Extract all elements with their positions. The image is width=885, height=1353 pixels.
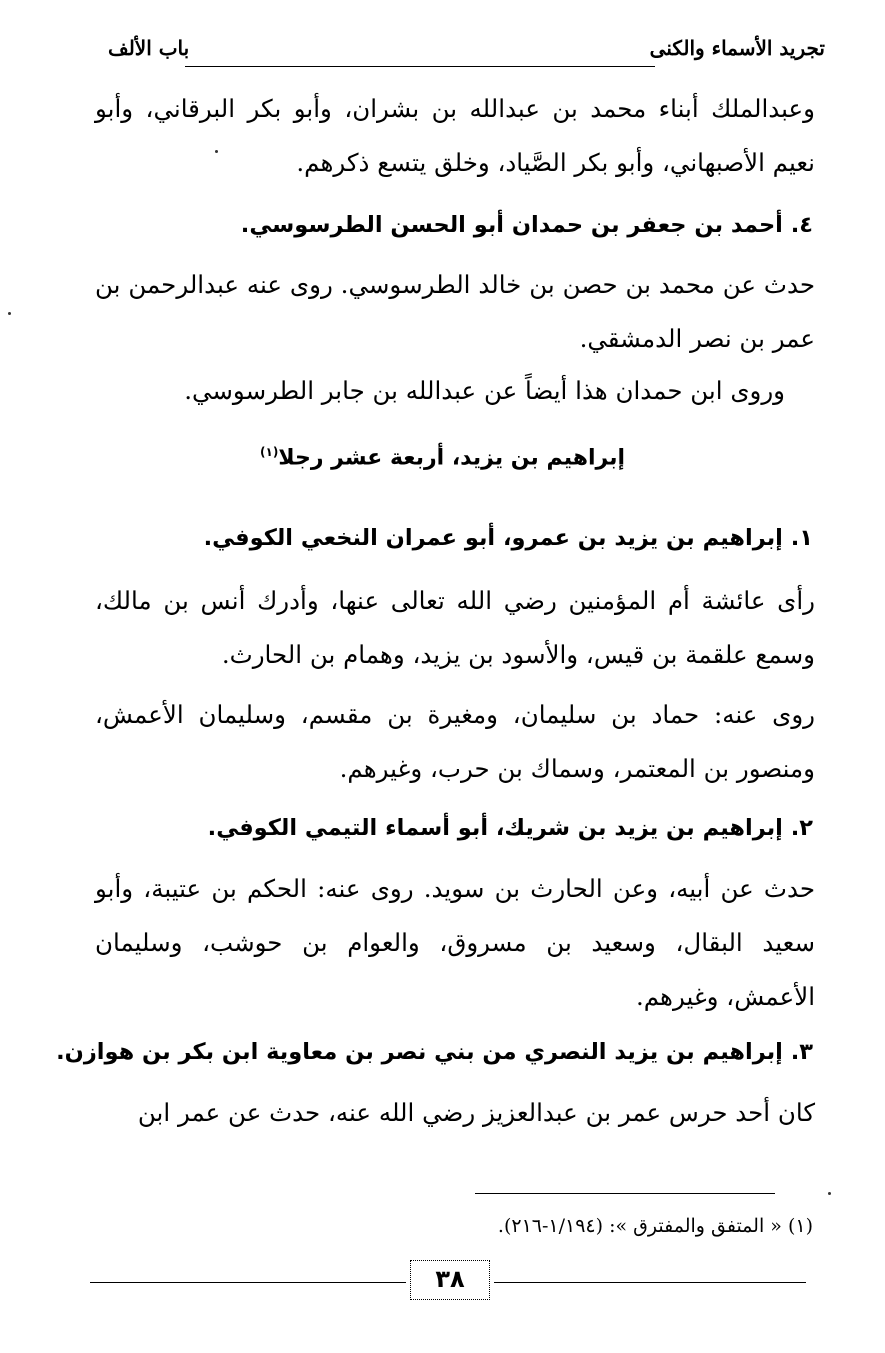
entry-paragraph: روى عنه: حماد بن سليمان، ومغيرة بن مقسم، وسليمان الأعمش، ومنصور بن المعتمر، وسماك بن حرب، وغيرهم.: [95, 700, 815, 783]
entry-paragraph: رأى عائشة أم المؤمنين رضي الله تعالى عنها، وأدرك أنس بن مالك، وسمع علقمة بن قيس، والأسود بن يزيد، وهمام بن الحارث.: [95, 586, 815, 669]
footnote: (١) « المتفق والمفترق »: (١/١٩٤-٢١٦).: [497, 1215, 813, 1237]
header-rule: [185, 66, 655, 67]
intro-paragraph: وعبدالملك أبناء محمد بن عبدالله بن بشران، وأبو بكر البرقاني، وأبو نعيم الأصبهاني، وأبو بكر الصَّياد، وخلق يتسع ذكرهم.: [95, 94, 815, 177]
footnote-marker: (١): [260, 445, 279, 459]
running-header-title: تجريد الأسماء والكنى: [649, 36, 825, 60]
page-number: ٣٨: [410, 1260, 490, 1300]
entry-paragraph: وروى ابن حمدان هذا أيضاً عن عبدالله بن جابر الطرسوسي.: [184, 376, 785, 405]
entry-paragraph: كان أحد حرس عمر بن عبدالعزيز رضي الله عنه، حدث عن عمر ابن: [137, 1098, 815, 1127]
entry-heading: ٣. إبراهيم بن يزيد النصري من بني نصر بن معاوية ابن بكر بن هوازن.: [56, 1039, 813, 1065]
section-title-text: إبراهيم بن يزيد، أربعة عشر رجلا: [278, 445, 625, 471]
footer-rule-left: [90, 1282, 406, 1283]
scan-speck: [8, 312, 11, 315]
footer-rule-right: [494, 1282, 806, 1283]
scan-speck: [828, 1192, 831, 1195]
footnote-rule: [475, 1193, 775, 1194]
entry-heading: ٤. أحمد بن جعفر بن حمدان أبو الحسن الطرسوسي.: [240, 212, 813, 238]
entry-paragraph: حدث عن محمد بن حصن بن خالد الطرسوسي. روى عنه عبدالرحمن بن عمر بن نصر الدمشقي.: [95, 270, 815, 353]
entry-paragraph: حدث عن أبيه، وعن الحارث بن سويد. روى عنه: الحكم بن عتيبة، وأبو سعيد البقال، وسعيد بن مسروق، والعوام بن حوشب، وسليمان الأعمش، وغيرهم.: [95, 874, 815, 1011]
scan-speck: [215, 150, 218, 153]
entry-heading: ٢. إبراهيم بن يزيد بن شريك، أبو أسماء التيمي الكوفي.: [207, 815, 813, 841]
section-title: [0, 432, 885, 478]
entry-heading: ١. إبراهيم بن يزيد بن عمرو، أبو عمران النخعي الكوفي.: [203, 525, 813, 551]
running-header-chapter: باب الألف: [108, 36, 190, 60]
